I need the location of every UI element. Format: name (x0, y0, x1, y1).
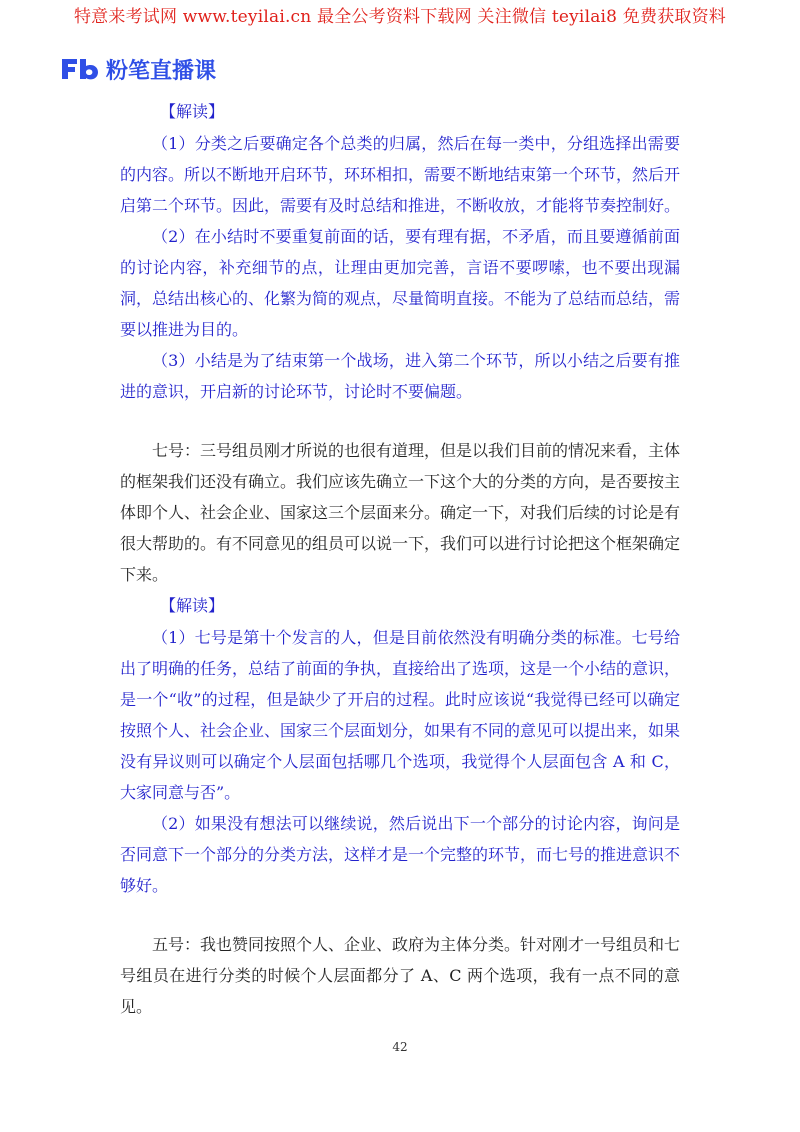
section-gap (120, 407, 680, 435)
analysis-paragraph-1-3: （3）小结是为了结束第一个战场，进入第二个环节，所以小结之后要有推进的意识，开启新的讨论环节，讨论时不要偏题。 (120, 351, 680, 401)
speech-paragraph-7: 七号：三号组员刚才所说的也很有道理，但是以我们目前的情况来看，主体的框架我们还没有确立。我们应该先确立一下这个大的分类的方向，是否要按主体即个人、社会企业、国家这三个层面来分。确定一下，对我们后续的讨论是有很大帮助的。有不同意见的组员可以说一下，我们可以进行讨论把这个框架确定下来。 (120, 441, 681, 584)
speech-paragraph-5: 五号：我也赞同按照个人、企业、政府为主体分类。针对刚才一号组员和七号组员在进行分类的时候个人层面都分了 A、C 两个选项，我有一点不同的意见。 (120, 935, 681, 1016)
fb-logo-icon (60, 57, 100, 81)
document-body (120, 96, 680, 1022)
analysis-heading-1: 【解读】 (160, 102, 225, 121)
analysis-paragraph-1-1: （1）分类之后要确定各个总类的归属，然后在每一类中，分组选择出需要的内容。所以不断地开启环节，环环相扣，需要不断地结束第一个环节，然后开启第二个环节。因此，需要有及时总结和推进，不断收放，才能将节奏控制好。 (120, 134, 681, 215)
analysis-paragraph-2-1: （1）七号是第十个发言的人，但是目前依然没有明确分类的标准。七号给出了明确的任务，总结了前面的争执，直接给出了选项，这是一个小结的意识，是一个“收”的过程，但是缺少了开启的过程。此时应该说“我觉得已经可以确定按照个人、社会企业、国家三个层面划分，如果有不同的意见可以提出来，如果没有异议则可以确定个人层面包括哪几个选项，我觉得个人层面包含 A 和 C，大家同意与否”。 (120, 628, 681, 802)
analysis-paragraph-1-2: （2）在小结时不要重复前面的话，要有理有据，不矛盾，而且要遵循前面的讨论内容，补充细节的点，让理由更加完善，言语不要啰嗦，也不要出现漏洞，总结出核心的、化繁为简的观点，尽量简明直接。不能为了总结而总结，需要以推进为目的。 (120, 227, 681, 339)
page-number: 42 (392, 1040, 408, 1054)
brand-header (60, 54, 216, 84)
top-banner: 特意来考试网 www.teyilai.cn 最全公考资料下载网 关注微信 teyilai8 免费获取资料 (73, 7, 727, 27)
analysis-paragraph-2-2: （2）如果没有想法可以继续说，然后说出下一个部分的讨论内容，询问是否同意下一个部分的分类方法，这样才是一个完整的环节，而七号的推进意识不够好。 (120, 814, 681, 895)
analysis-heading-2: 【解读】 (160, 596, 225, 615)
brand-name: 粉笔直播课 (106, 58, 217, 84)
section-gap (120, 901, 680, 929)
